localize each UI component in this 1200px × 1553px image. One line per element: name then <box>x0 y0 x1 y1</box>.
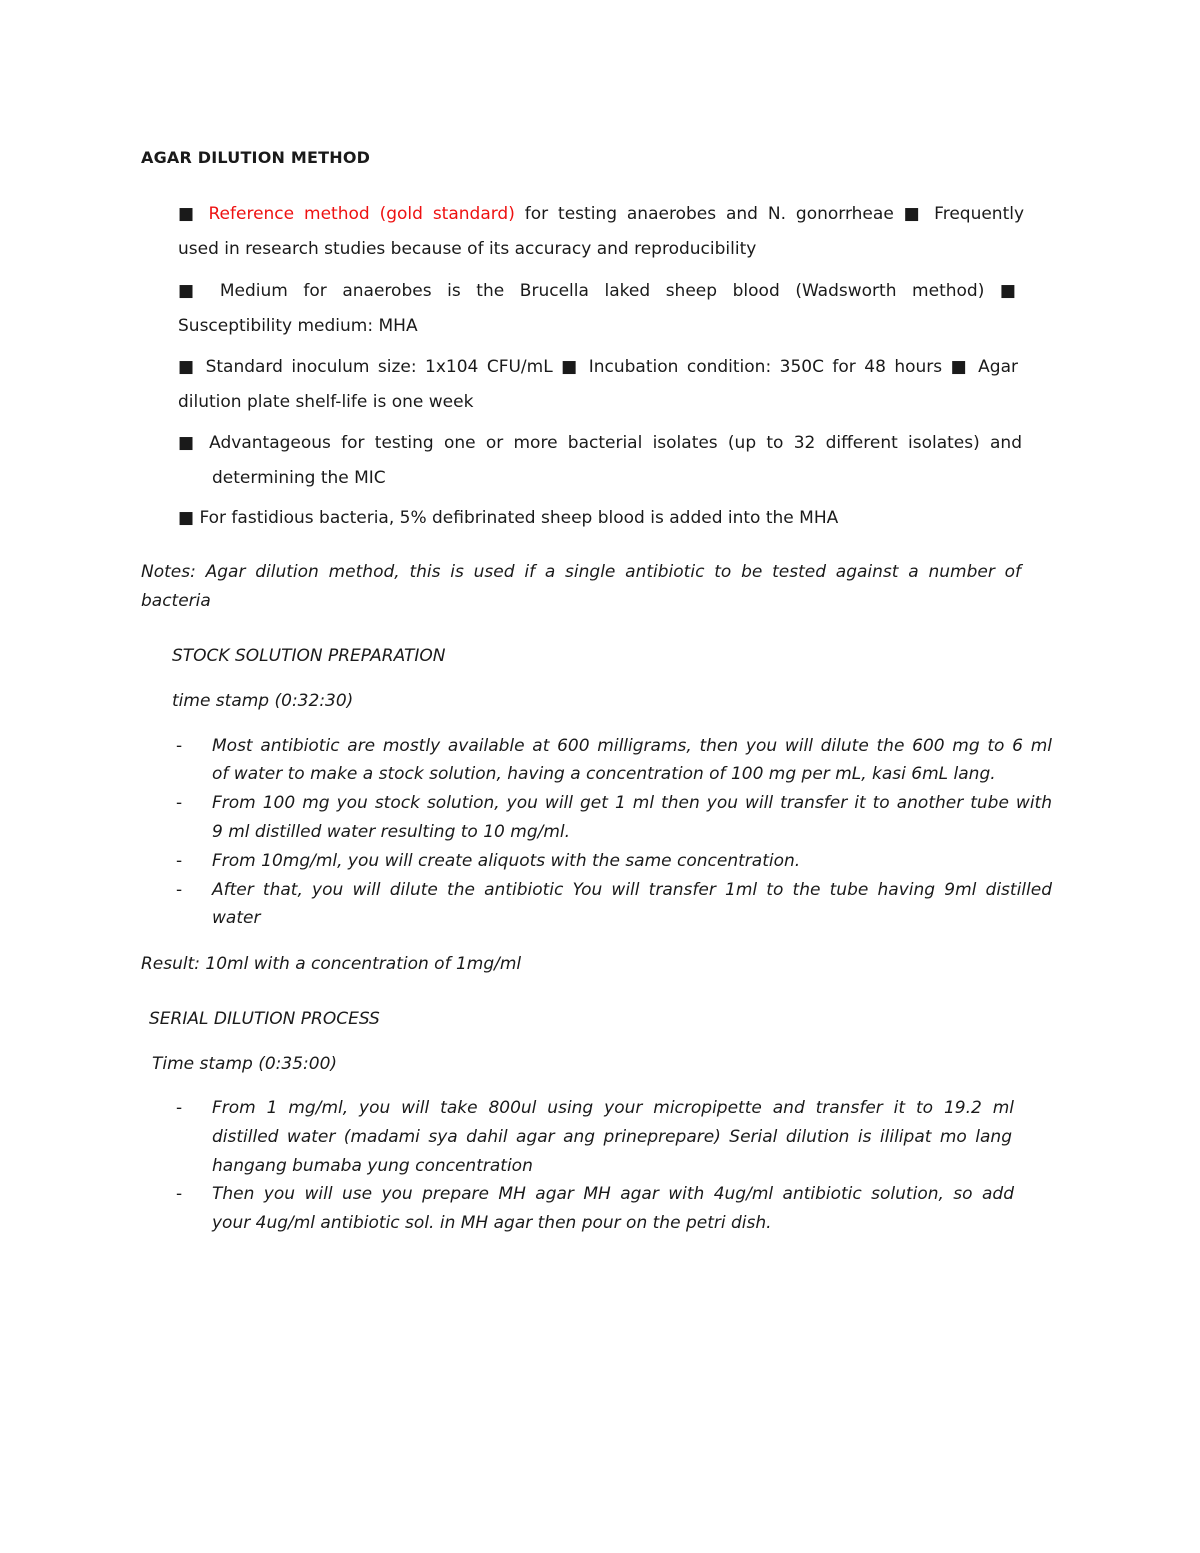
list-item: After that, you will dilute the antibiotic You will transfer 1ml to the tube having 9ml distilled <box>212 880 1052 900</box>
list-item: From 100 mg you stock solution, you will get 1 ml then you will transfer it to another tube with <box>212 793 1052 813</box>
bullet-advantageous-cont: determining the MIC <box>212 468 386 488</box>
list-item-cont: your 4ug/ml antibiotic sol. in MH agar then pour on the petri dish. <box>212 1213 772 1233</box>
bullet-marker: ■ <box>178 204 199 224</box>
section-heading-stock: STOCK SOLUTION PREPARATION <box>172 646 446 666</box>
list-dash: - <box>176 1184 183 1204</box>
list-item-cont: of water to make a stock solution, having a concentration of 100 mg per mL, kasi 6mL lang. <box>212 764 996 784</box>
list-dash: - <box>176 736 183 756</box>
list-item: From 1 mg/ml, you will take 800ul using your micropipette and transfer it to 19.2 ml <box>212 1098 1014 1118</box>
result-text: Result: 10ml with a concentration of 1mg/ml <box>141 954 522 974</box>
bullet-inoculum: ■ Standard inoculum size: 1x104 CFU/mL ■ Incubation condition: 350C for 48 hours ■ Agar <box>178 357 1018 377</box>
timestamp-stock: time stamp (0:32:30) <box>172 691 354 711</box>
notes-text-cont: bacteria <box>141 591 211 611</box>
notes-text: Notes: Agar dilution method, this is used if a single antibiotic to be tested against a number of <box>141 562 1021 582</box>
bullet-reference-method <box>178 202 1024 226</box>
bullet-advantageous: ■ Advantageous for testing one or more bacterial isolates (up to 32 different isolates) and <box>178 433 1022 453</box>
bullet-text: for testing anaerobes and N. gonorrheae ■ Frequently <box>514 204 1025 224</box>
list-dash: - <box>176 851 183 871</box>
list-dash: - <box>176 1098 183 1118</box>
list-item: Most antibiotic are mostly available at 600 milligrams, then you will dilute the 600 mg to 6 ml <box>212 736 1052 756</box>
bullet-medium-anaerobes-cont: Susceptibility medium: MHA <box>178 316 418 336</box>
list-item: From 10mg/ml, you will create aliquots with the same concentration. <box>212 851 801 871</box>
bullet-fastidious: ■ For fastidious bacteria, 5% defibrinated sheep blood is added into the MHA <box>178 508 839 528</box>
list-item-cont: distilled water (madami sya dahil agar ang prineprepare) Serial dilution is ililipat mo lang <box>212 1127 1012 1147</box>
highlight-reference-method: Reference method (gold standard) <box>208 204 515 224</box>
section-heading-serial: SERIAL DILUTION PROCESS <box>149 1009 380 1029</box>
timestamp-serial: Time stamp (0:35:00) <box>152 1054 338 1074</box>
list-item-cont: 9 ml distilled water resulting to 10 mg/ml. <box>212 822 571 842</box>
list-dash: - <box>176 793 183 813</box>
list-item-cont: water <box>212 908 261 928</box>
bullet-reference-method-cont: used in research studies because of its accuracy and reproducibility <box>178 239 757 259</box>
bullet-medium-anaerobes: ■ Medium for anaerobes is the Brucella laked sheep blood (Wadsworth method) ■ <box>178 281 1016 301</box>
list-item: Then you will use you prepare MH agar MH agar with 4ug/ml antibiotic solution, so add <box>212 1184 1014 1204</box>
document-title: AGAR DILUTION METHOD <box>141 148 371 167</box>
list-item-cont: hangang bumaba yung concentration <box>212 1156 533 1176</box>
bullet-inoculum-cont: dilution plate shelf-life is one week <box>178 392 474 412</box>
list-dash: - <box>176 880 183 900</box>
